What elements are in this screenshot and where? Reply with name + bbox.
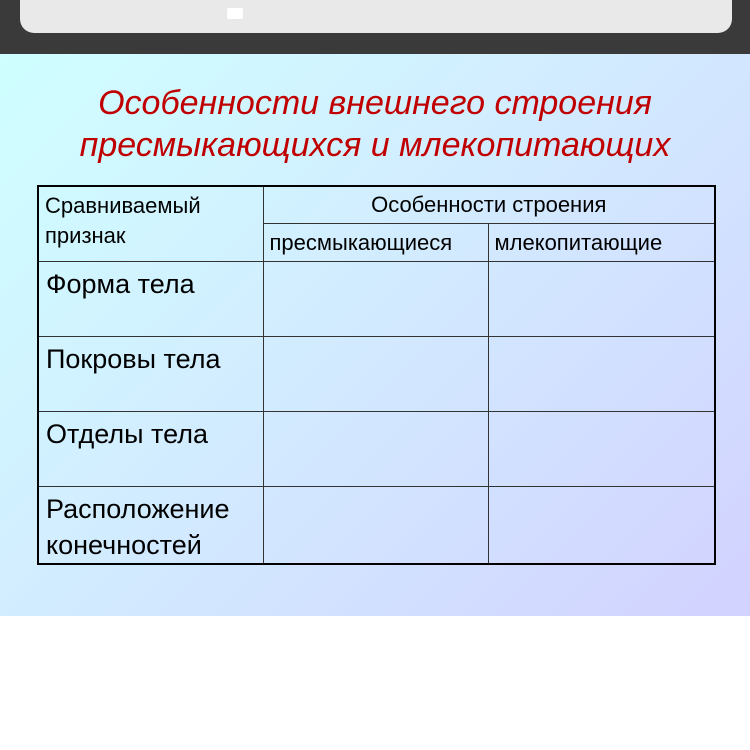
row-label-body-covering	[38, 337, 263, 412]
cell-reptiles-body-shape[interactable]	[263, 262, 488, 337]
cell-reptiles-body-parts[interactable]	[263, 412, 488, 487]
cell-mammals-body-parts[interactable]	[488, 412, 715, 487]
lock-icon	[227, 8, 243, 19]
comparison-table	[37, 185, 716, 565]
cell-mammals-body-covering[interactable]	[488, 337, 715, 412]
cell-mammals-limb-position[interactable]	[488, 487, 715, 565]
slide-title-line-2: пресмыкающихся и млекопитающих	[79, 126, 671, 164]
header-structure-features: Особенности строения	[263, 186, 715, 224]
row-label-line-1: Отделы тела	[46, 419, 208, 449]
header-compared-attribute	[38, 186, 263, 262]
cell-reptiles-body-covering[interactable]	[263, 337, 488, 412]
header-reptiles: пресмыкающиеся	[263, 224, 488, 262]
header-mammals: млекопитающие	[488, 224, 715, 262]
cell-reptiles-limb-position[interactable]	[263, 487, 488, 565]
row-label-line-1: Расположение	[46, 494, 230, 524]
row-label-line-2: конечностей	[46, 530, 202, 560]
address-bar[interactable]	[20, 0, 732, 33]
table-row	[38, 412, 715, 487]
browser-toolbar	[0, 0, 750, 54]
header-compared-attribute-line-1: Сравниваемый	[45, 193, 201, 218]
row-label-body-shape	[38, 262, 263, 337]
row-label-body-parts	[38, 412, 263, 487]
row-label-limb-position	[38, 487, 263, 565]
header-compared-attribute-line-2: признак	[45, 223, 126, 248]
row-label-line-1: Форма тела	[46, 269, 195, 299]
table-row	[38, 337, 715, 412]
cell-mammals-body-shape[interactable]	[488, 262, 715, 337]
row-label-line-1: Покровы тела	[46, 344, 221, 374]
table-row	[38, 262, 715, 337]
slide-title	[0, 82, 750, 166]
table-row	[38, 487, 715, 565]
slide-title-line-1: Особенности внешнего строения	[98, 84, 652, 122]
slide	[0, 54, 750, 616]
